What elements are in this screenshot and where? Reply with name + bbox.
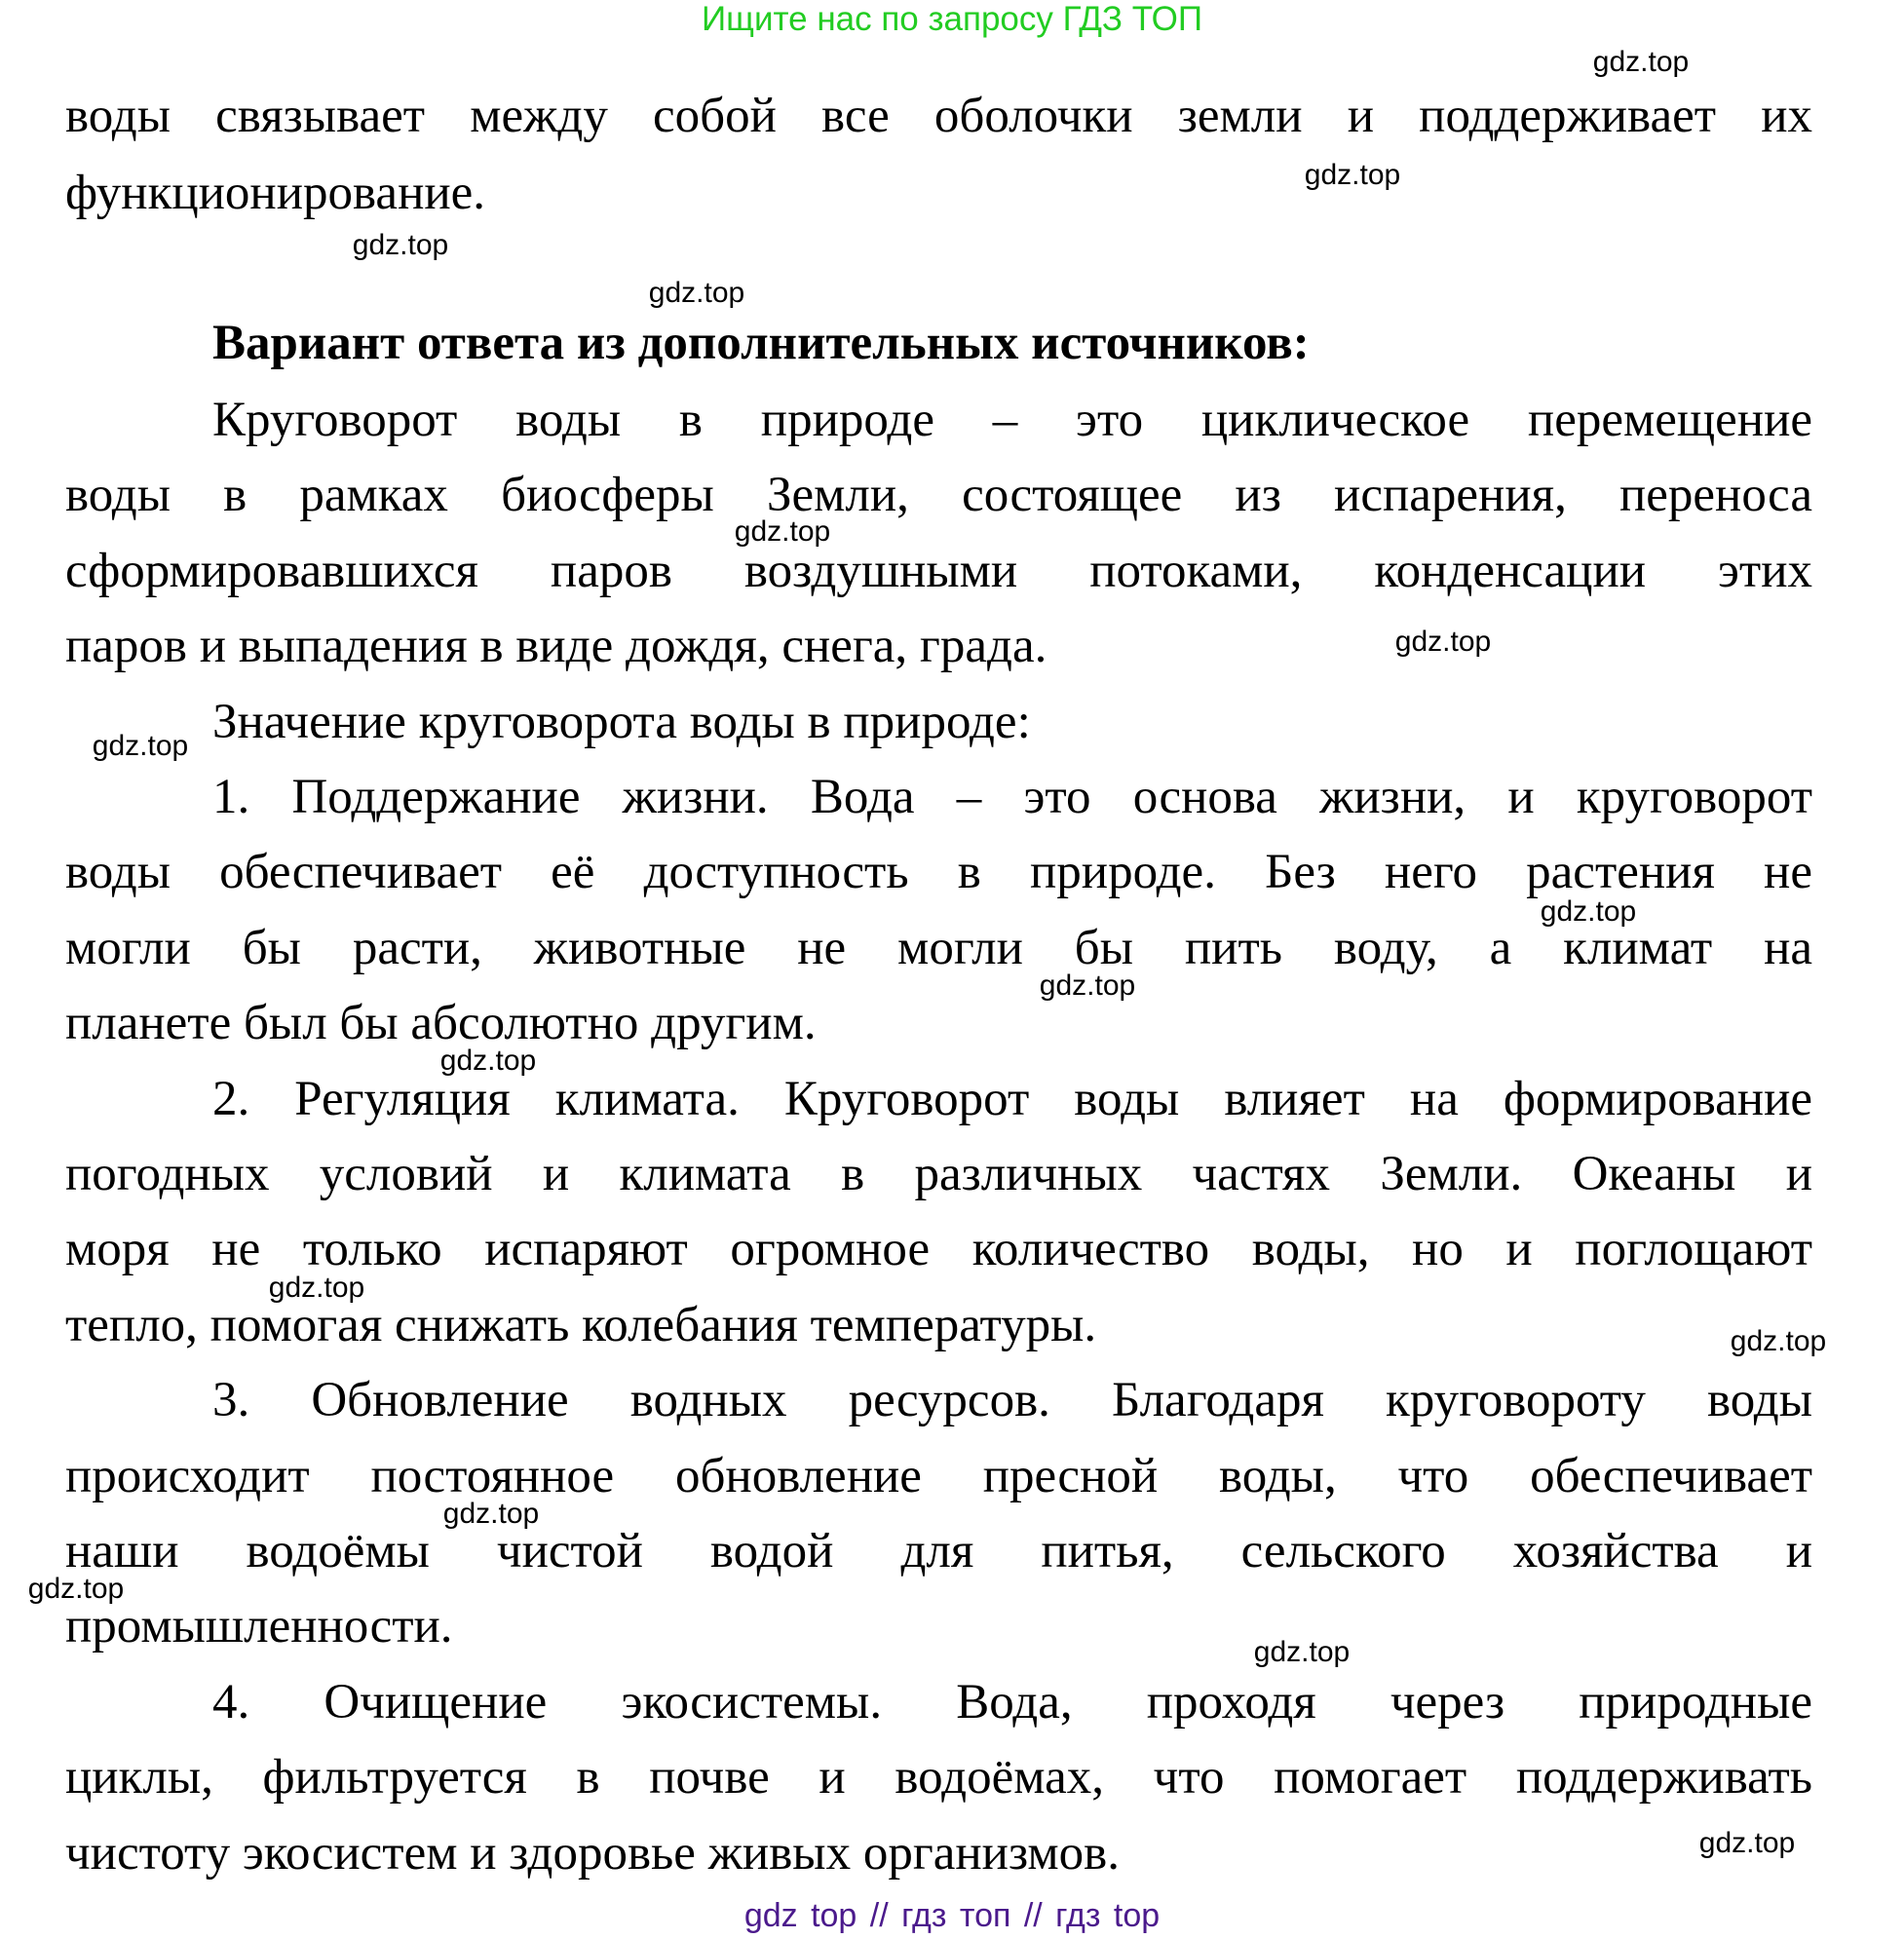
text-line: 1. Поддержание жизни. Вода – это основа жизни, и круговорот	[212, 770, 1812, 824]
text-line: тепло, помогая снижать колебания температуры.	[65, 1297, 1097, 1352]
text-line: погодных условий и климата в различных частях Земли. Океаны и	[65, 1147, 1812, 1201]
watermark: gdz.top	[268, 1272, 365, 1304]
watermark: gdz.top	[648, 277, 745, 309]
text-line: могли бы расти, животные не могли бы пить воду, а климат на	[65, 920, 1812, 975]
watermark: gdz.top	[442, 1498, 540, 1530]
text-line: циклы, фильтруется в почве и водоёмах, что помогает поддерживать	[65, 1750, 1812, 1806]
text-line: 3. Обновление водных ресурсов. Благодаря круговороту воды	[212, 1373, 1812, 1428]
text-line: происходит постоянное обновление пресной воды, что обеспечивает	[65, 1448, 1812, 1503]
text-line: 2. Регуляция климата. Круговорот воды влияет на формирование	[212, 1071, 1812, 1126]
text-line: 4. Очищение экосистемы. Вода, проходя через природные	[212, 1674, 1812, 1730]
text-line: наши водоёмы чистой водой для питья, сельского хозяйства и	[65, 1524, 1812, 1578]
text-line: чистоту экосистем и здоровье живых организмов.	[65, 1825, 1120, 1881]
watermark: gdz.top	[439, 1045, 537, 1077]
text-line: воды в рамках биосферы Земли, состоящее из испарения, переноса	[65, 468, 1812, 523]
watermark: gdz.top	[734, 515, 831, 548]
bottom-banner: gdz top // гдз топ // гдз top	[743, 1897, 1161, 1934]
text-line: Значение круговорота воды в природе:	[212, 694, 1031, 749]
text-line: паров и выпадения в виде дождя, снега, града.	[65, 619, 1047, 674]
watermark: gdz.top	[1394, 626, 1492, 658]
watermark: gdz.top	[1304, 159, 1401, 191]
text-line: сформировавшихся паров воздушными потоками, конденсации этих	[65, 543, 1812, 598]
watermark: gdz.top	[92, 730, 189, 762]
watermark: gdz.top	[1540, 895, 1637, 928]
watermark: gdz.top	[1730, 1325, 1827, 1357]
watermark: gdz.top	[352, 229, 449, 261]
watermark: gdz.top	[1039, 970, 1136, 1002]
text-line: промышленности.	[65, 1599, 453, 1654]
text-line: моря не только испаряют огромное количество воды, но и поглощают	[65, 1222, 1812, 1277]
text-line: Круговорот воды в природе – это циклическое перемещение	[212, 393, 1812, 447]
watermark: gdz.top	[1253, 1636, 1351, 1668]
text-line: функционирование.	[65, 166, 486, 220]
top-banner: Ищите нас по запросу ГДЗ ТОП	[702, 0, 1202, 38]
text-line: воды связывает между собой все оболочки земли и поддерживает их	[65, 89, 1812, 143]
watermark: gdz.top	[27, 1573, 125, 1605]
section-heading: Вариант ответа из дополнительных источников:	[212, 316, 1310, 370]
text-line: воды обеспечивает её доступность в природе. Без него растения не	[65, 845, 1812, 900]
watermark: gdz.top	[1592, 46, 1690, 78]
watermark: gdz.top	[1698, 1827, 1796, 1859]
text-line: планете был бы абсолютно другим.	[65, 996, 817, 1051]
